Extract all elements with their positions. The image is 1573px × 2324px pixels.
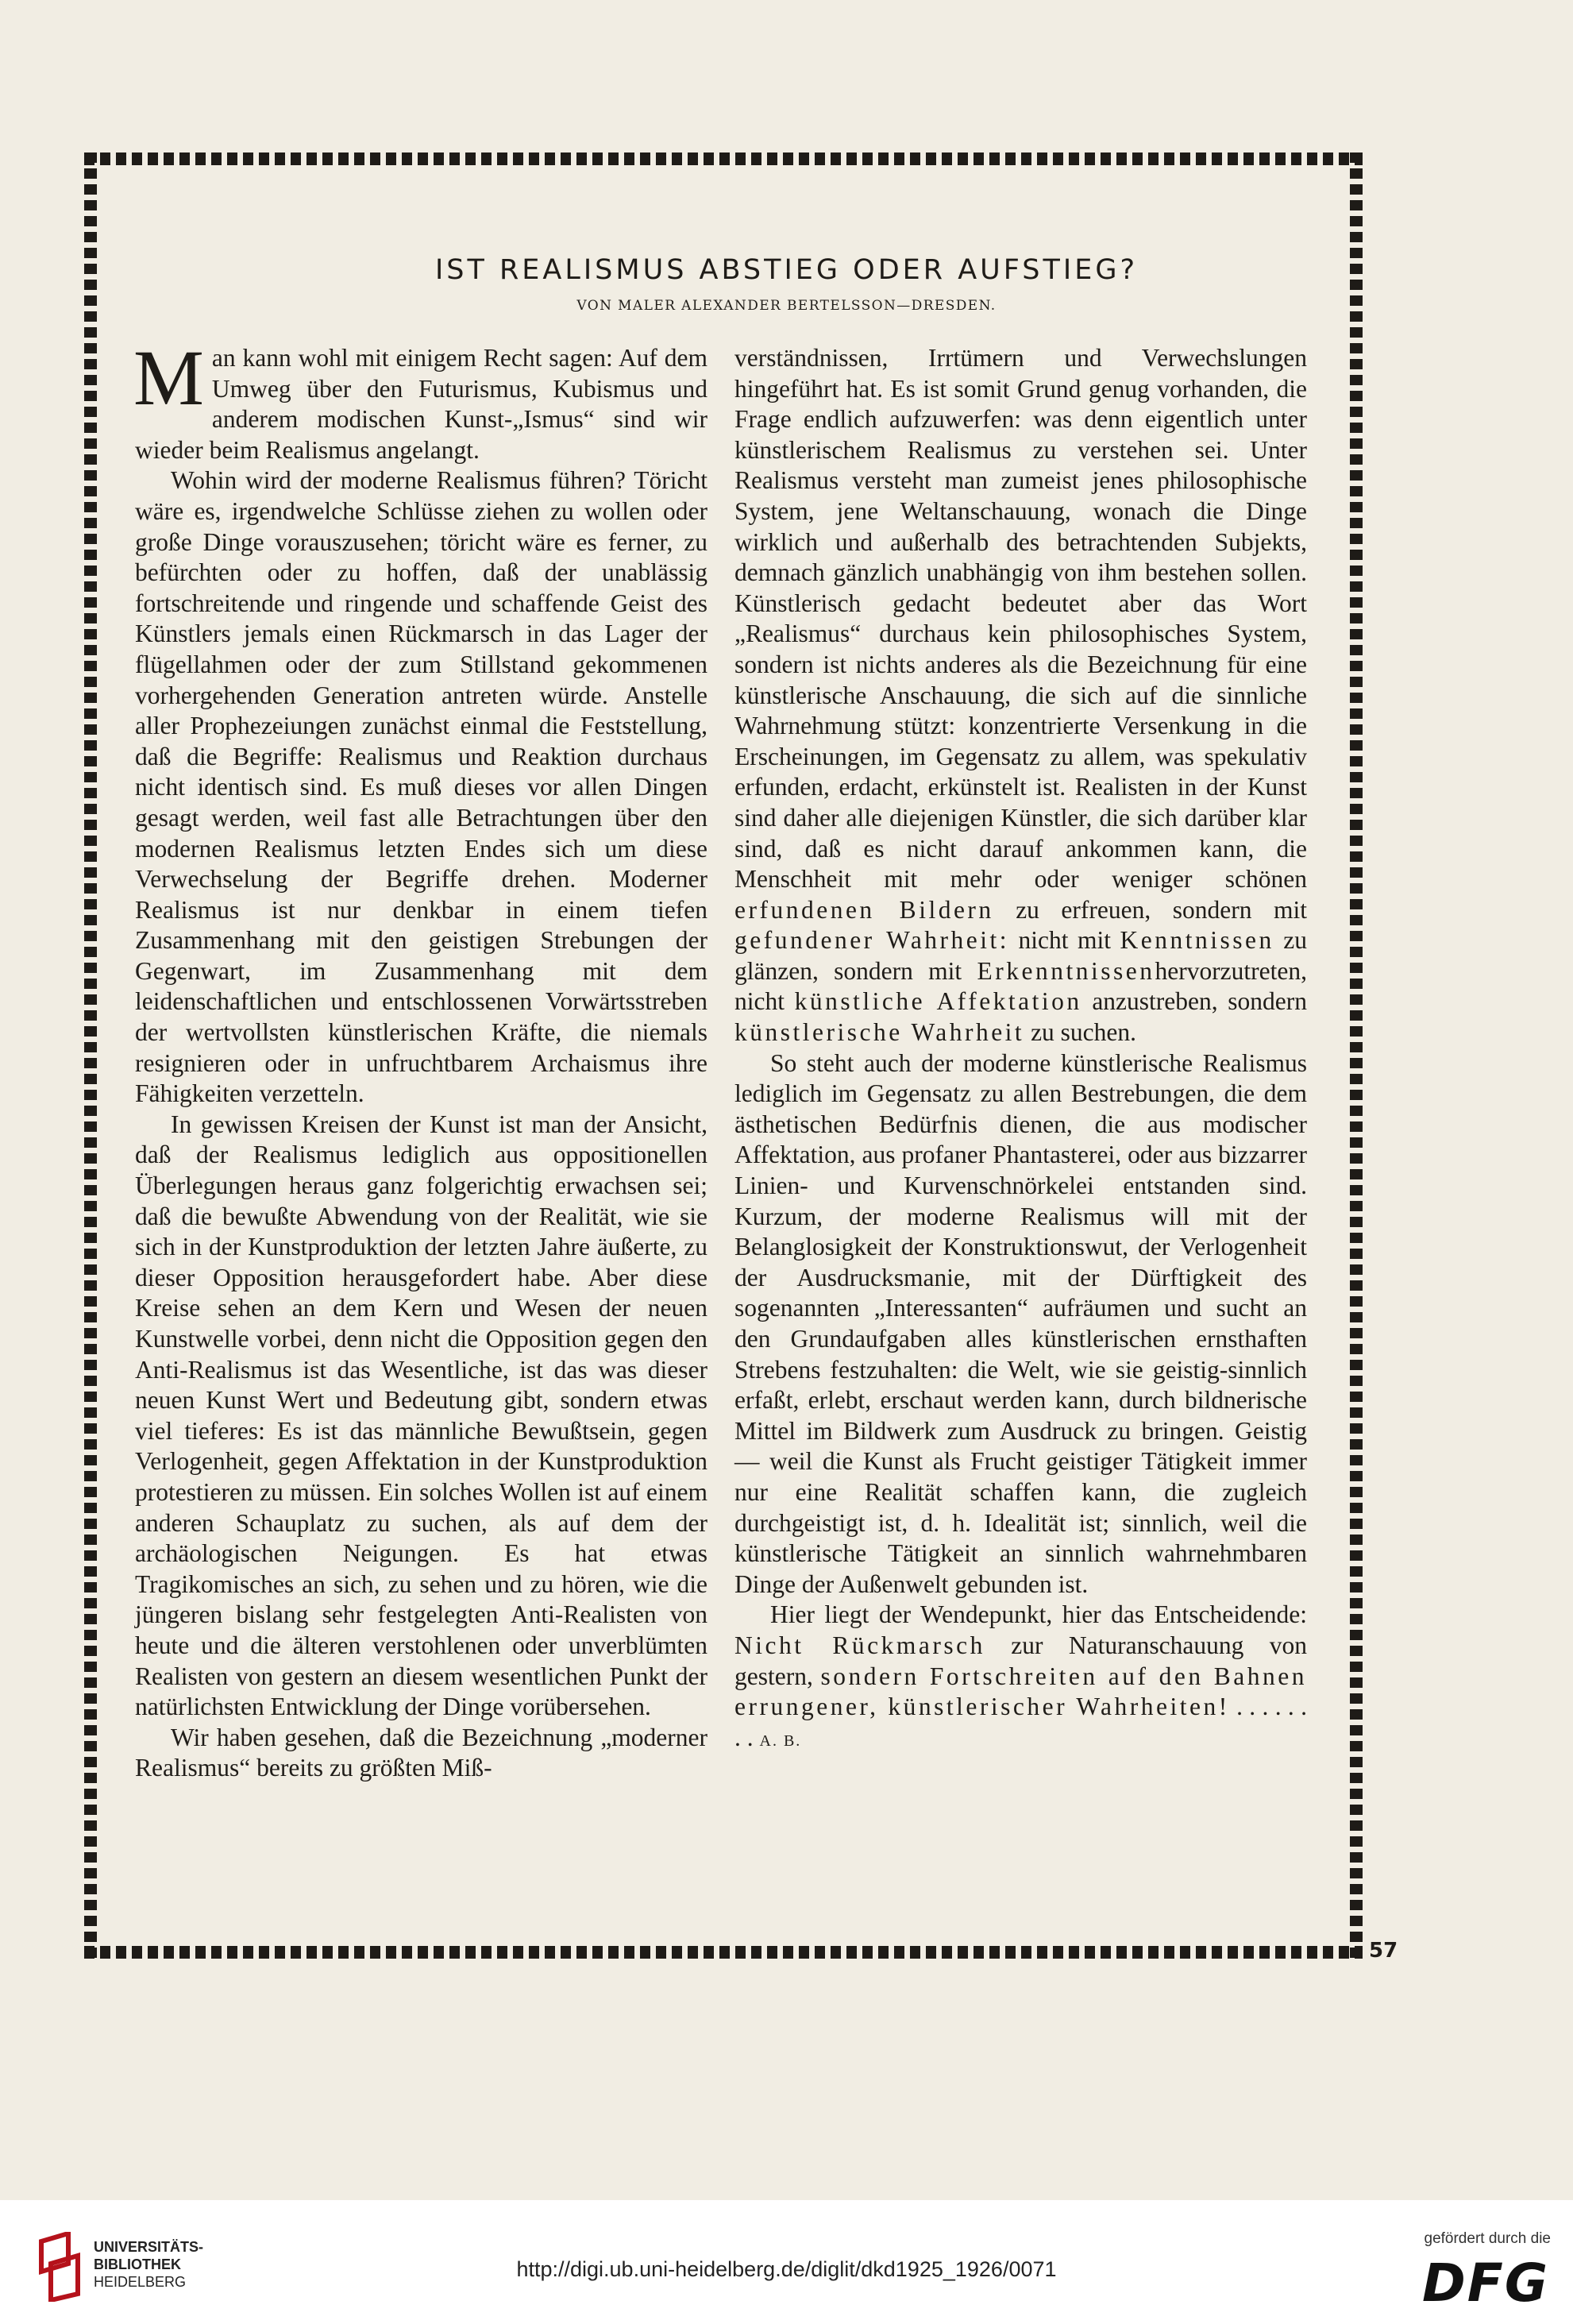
paragraph: Man kann wohl mit einigem Recht sagen: Auf dem Umweg über den Futurismus, Kubismus und anderem modischen Kunst-„Ismus“ sind wir wieder beim Realismus angelangt.: [133, 334, 707, 464]
emphasis: künstlerische Wahrheit: [734, 1018, 1025, 1047]
border-top: [84, 152, 1363, 165]
emphasis: Kenntnissen: [1120, 926, 1274, 955]
text-column-left: [133, 334, 707, 1924]
drop-cap: M: [133, 334, 204, 422]
funded-by-text: gefördert durch die: [1424, 2230, 1551, 2247]
border-right: [1350, 152, 1363, 1959]
emphasis: Nicht Rückmarsch: [734, 1631, 985, 1659]
text-column-right: [734, 343, 1307, 1924]
border-left: [84, 152, 97, 1959]
paragraph: Hier liegt der Wendepunkt, hier das Entscheidende: Nicht Rückmarsch zur Naturanschauung von gestern, sondern Fortschreiten auf den Bahnen errungener, künstlerischer Wahrheiten! . . . . . . . . A. B.: [734, 1600, 1308, 1751]
paragraph: So steht auch der moderne künstlerische Realismus lediglich im Gegensatz zu allen Bestrebungen, die dem ästhetischen Bedürfnis dienen, die aus modischer Affektation, aus profaner Phantasterei, oder aus bizzarrer Linien- und Kurvenschnörkelei entstanden sind. Kurzum, der moderne Realismus will mit der Belanglosigkeit der Konstruktionswut, der Verlogenheit der Ausdrucksmanie, mit der Dürftigkeit des sogenannten „Interessanten“ aufräumen und sucht an den Grundaufgaben alles künstlerischen ernsthaften Strebens festzuhalten: die Welt, wie sie geistig-sinnlich erfaßt, erlebt, erschaut werden kann, durch bildnerische Mittel im Bildwerk zum Ausdruck zu bringen. Geistig — weil die Kunst als Frucht geistiger Tätigkeit immer nur eine Realität schaffen kann, die zugleich durchgeistigt ist, d. h. Idealität ist; sinnlich, weil die künstlerische Tätigkeit an sinnlich wahrnehmbaren Dinge der Außenwelt gebunden ist.: [734, 1048, 1307, 1598]
paragraph: verständnissen, Irrtümern und Verwechslungen hingeführt hat. Es ist somit Grund genug vorhanden, die Frage endlich aufzuwerfen: was denn eigentlich unter künstlerischem Realismus zu verstehen sei. Unter Realismus versteht man zumeist jenes philosophische System, jene Weltanschauung, wonach die Dinge wirklich und außerhalb des betrachtenden Subjekts, demnach gänzlich unabhängig von ihm bestehen sollen. Künstlerisch gedacht bedeutet aber das Wort „Realismus“ durchaus kein philosophisches System, sondern ist nichts anderes als die Bezeichnung für eine künstlerische Anschauung, die sich auf die sinnliche Wahrnehmung stützt: konzentrierte Versenkung in die Erscheinungen, im Gegensatz zu allem, was spekulativ erfunden, erdacht, erkünstelt ist. Realisten in der Kunst sind daher alle diejenigen Künstler, die sich darüber klar sind, daß es nicht darauf ankommen kann, die Menschheit mit mehr oder weniger schönen erfundenen Bildern zu erfreuen, sondern mit gefundener Wahrheit: nicht mit Kenntnissen zu glänzen, sondern mit Erkenntnissenhervorzutreten, nicht künstliche Affektation anzustreben, sondern künstlerische Wahrheit zu suchen.: [734, 344, 1308, 1047]
institution-name: UNIVERSITÄTS- BIBLIOTHEK HEIDELBERG: [94, 2239, 204, 2290]
dfg-logo: DFG: [1421, 2253, 1549, 2314]
paragraph: Wohin wird der moderne Realismus führen? Töricht wäre es, irgendwelche Schlüsse ziehen zu wollen oder große Dinge vorauszusehen; töricht wäre es ferner, zu befürchten oder zu hoffen, daß der unablässig fortschreitende und ringende und schaffende Geist des Künstlers jemals einen Rückmarsch in das Lager der flügellahmen oder der zum Stillstand gekommenen vorhergehenden Generation antreten würde. Anstelle aller Prophezeiungen zunächst einmal die Feststellung, daß die Begriffe: Realismus und Reaktion durchaus nicht identisch sind. Es muß dieses vor allen Dingen gesagt werden, weil fast alle Betrachtungen über den modernen Realismus letzten Endes sich um diese Verwechselung der Begriffe drehen. Moderner Realismus ist nur denkbar in einem tiefen Zusammenhang mit den geistigen Strebungen der Gegenwart, im Zusammenhang mit dem leidenschaftlichen und entschlossenen Vorwärtsstreben der wertvollsten künstlerischen Kräfte, die niemals resignieren oder in unfruchtbarem Archaismus ihre Fähigkeiten verzetteln.: [135, 466, 707, 1108]
emphasis: künstliche Affektation: [794, 987, 1082, 1016]
author-initials: A. B.: [759, 1731, 802, 1750]
emphasis: gefundener Wahrheit:: [734, 926, 1010, 955]
emphasis: Erkenntnissen: [977, 956, 1155, 985]
emphasis: erfundenen Bildern: [734, 895, 994, 924]
paragraph: Wir haben gesehen, daß die Bezeichnung „moderner Realismus“ bereits zu größten Miß-: [135, 1723, 707, 1782]
paragraph: In gewissen Kreisen der Kunst ist man der Ansicht, daß der Realismus lediglich aus oppositionellen Überlegungen heraus ganz folgerichtig erwachsen sei; daß die bewußte Abwendung von der Realität, wie sie sich in der Kunstproduktion der letzten Jahre äußerte, zu dieser Opposition herausgefordert habe. Aber diese Kreise sehen an dem Kern und Wesen der neuen Kunstwelle vorbei, denn nicht die Opposition gegen den Anti-Realismus ist das Wesentliche, ist das was dieser neuen Kunst Wert und Bedeutung gibt, sondern etwas viel tieferes: Es ist das männliche Bewußtsein, gegen Verlogenheit, gegen Affektation in der Kunstproduktion protestieren zu müssen. Ein solches Wollen ist auf einem anderen Schauplatz zu suchen, als auf dem der archäologischen Neigungen. Es hat etwas Tragikomisches an sich, zu sehen und zu hören, wie die jüngeren bislang sehr festgelegten Anti-Realisten von heute und die älteren verstohlenen oder unverblümten Realisten von gestern an diesem wesentlichen Punkt der natürlichsten Entwicklung der Dinge vorübersehen.: [135, 1110, 707, 1721]
article-title: IST REALISMUS ABSTIEG ODER AUFSTIEG?: [434, 254, 1139, 286]
article-byline: VON MALER ALEXANDER BERTELSSON—DRESDEN.: [576, 298, 997, 314]
border-bottom: [84, 1946, 1363, 1959]
emphasis: sondern Fortschreiten auf den Bahnen errungener, künstlerischer Wahrheiten!: [734, 1662, 1307, 1721]
page-number: 57: [1369, 1939, 1398, 1963]
source-url-link[interactable]: http://digi.ub.uni-heidelberg.de/diglit/dkd1925_1926/0071: [516, 2257, 1057, 2281]
digitization-footer: [0, 2200, 1573, 2324]
